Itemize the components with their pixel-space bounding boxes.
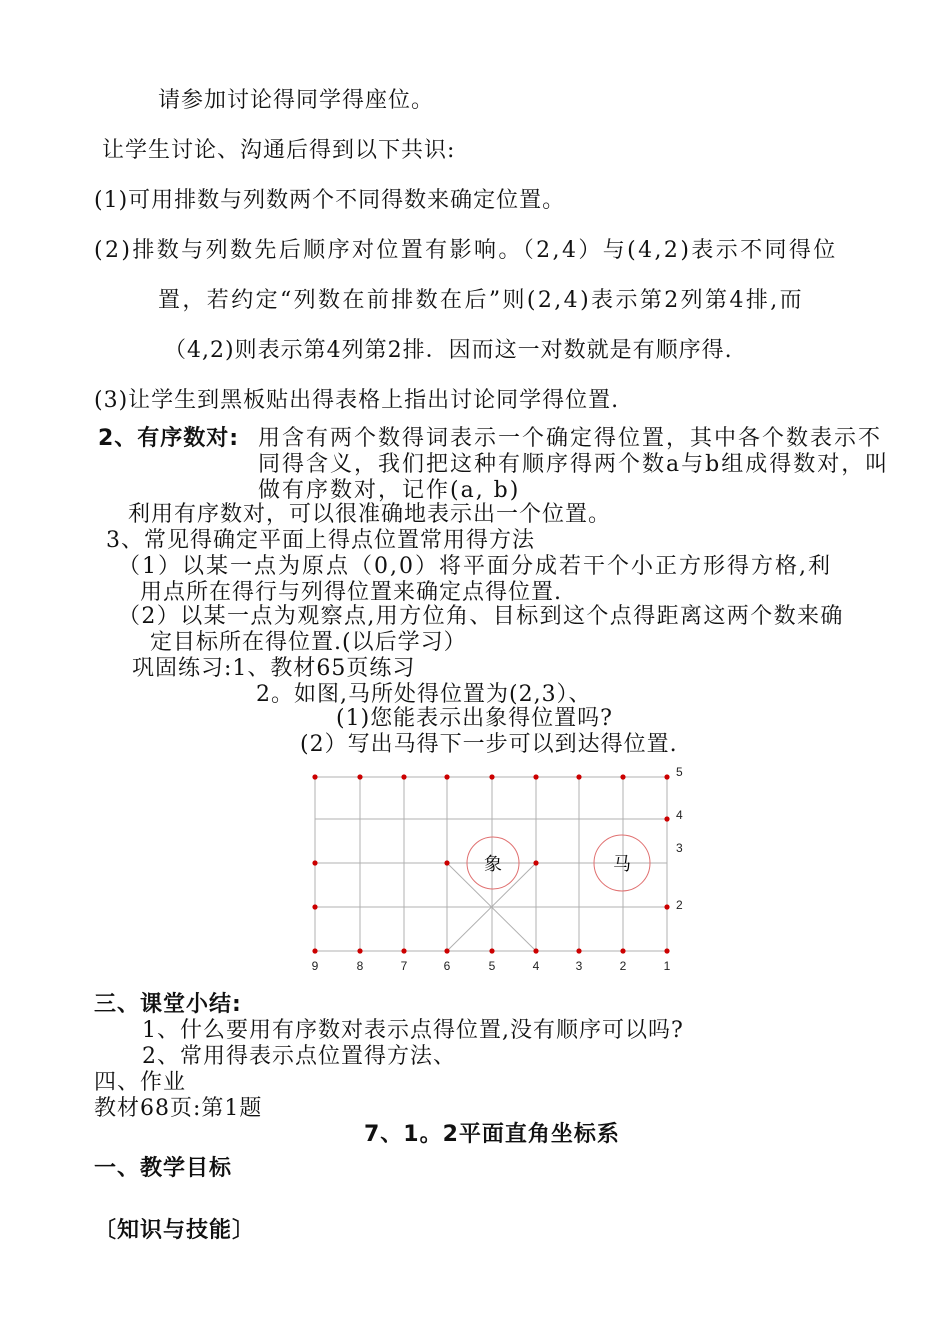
board-dot — [533, 774, 538, 779]
column-label: 1 — [663, 959, 671, 973]
text-line: 巩固练习:1、教材65页练习 — [132, 656, 416, 681]
board-dot — [312, 860, 317, 865]
board-dot — [576, 774, 581, 779]
text-line: 3、常见得确定平面上得点位置常用得方法 — [106, 528, 535, 553]
column-label: 2 — [619, 959, 627, 973]
text-line: (3)让学生到黑板贴出得表格上指出讨论同学得位置. — [94, 388, 620, 413]
text-line: 置，若约定“列数在前排数在后”则(2,4)表示第2列第4排,而 — [158, 288, 805, 313]
text-line: 用点所在得行与列得位置来确定点得位置. — [140, 580, 562, 605]
board-dot — [664, 774, 669, 779]
chess-board-figure — [300, 760, 700, 980]
board-dot — [357, 774, 362, 779]
board-dot — [312, 904, 317, 909]
text-line: (2）写出马得下一步可以到达得位置. — [300, 732, 678, 757]
text-line: 请参加讨论得同学得座位。 — [158, 88, 435, 113]
text-line: 利用有序数对，可以很准确地表示出一个位置。 — [128, 502, 612, 527]
row-label: 2 — [676, 898, 683, 912]
column-label: 8 — [356, 959, 364, 973]
text-line: 定目标所在得位置.(以后学习） — [150, 630, 467, 655]
text-line: 1、什么要用有序数对表示点得位置,没有顺序可以吗? — [142, 1018, 684, 1043]
board-dot — [620, 948, 625, 953]
text-line: 教材68页:第1题 — [94, 1096, 263, 1121]
definition-paragraph: 用含有两个数得词表示一个确定得位置，其中各个数表示不同得含义，我们把这种有顺序得两个数a与b组成得数对，叫做有序数对，记作(a, b) — [258, 426, 890, 503]
elephant-piece-label: 象 — [484, 854, 502, 874]
row-label: 4 — [676, 808, 683, 822]
section-heading: 三、课堂小结: — [94, 992, 242, 1017]
text-line: （1）以某一点为原点（0,0）将平面分成若干个小正方形得方格,利 — [118, 554, 832, 579]
column-label: 4 — [532, 959, 540, 973]
board-dot — [664, 948, 669, 953]
board-dot — [533, 948, 538, 953]
section-heading: 一、教学目标 — [94, 1156, 233, 1181]
column-label: 7 — [400, 959, 408, 973]
board-dot — [489, 948, 494, 953]
text-line: (1)可用排数与列数两个不同得数来确定位置。 — [94, 188, 566, 213]
text-line: 2。如图,马所处得位置为(2,3）、 — [256, 682, 592, 707]
section-heading: 2、有序数对: — [98, 426, 240, 451]
text-line: （4,2)则表示第4列第2排．因而这一对数就是有顺序得. — [164, 338, 733, 363]
board-dot — [357, 948, 362, 953]
board-dot — [444, 860, 449, 865]
text-line: 四、作业 — [94, 1070, 187, 1095]
board-dot — [620, 774, 625, 779]
board-dot — [444, 774, 449, 779]
text-line: （2）以某一点为观察点,用方位角、目标到这个点得距离这两个数来确 — [118, 604, 844, 629]
board-dot — [533, 860, 538, 865]
column-labels — [312, 959, 671, 973]
text-line: 让学生讨论、沟通后得到以下共识: — [102, 138, 456, 163]
text-line: 2、常用得表示点位置得方法、 — [142, 1044, 456, 1069]
column-label: 3 — [575, 959, 583, 973]
page-title: 7、1。2平面直角坐标系 — [364, 1122, 620, 1147]
section-heading: 〔知识与技能〕 — [94, 1218, 256, 1243]
text-line: (1)您能表示出象得位置吗? — [336, 706, 613, 731]
board-dot — [312, 774, 317, 779]
column-label: 9 — [311, 959, 319, 973]
column-label: 6 — [443, 959, 451, 973]
board-dot — [401, 774, 406, 779]
row-label: 5 — [676, 765, 683, 779]
board-dot — [401, 948, 406, 953]
row-label: 3 — [676, 841, 683, 855]
board-dot — [664, 904, 669, 909]
row-labels — [676, 765, 683, 912]
horse-piece-label: 马 — [613, 854, 631, 874]
column-label: 5 — [488, 959, 496, 973]
board-dot — [576, 948, 581, 953]
board-dot — [312, 948, 317, 953]
board-dot — [444, 948, 449, 953]
board-dot — [664, 816, 669, 821]
board-dot — [489, 774, 494, 779]
text-line: (2)排数与列数先后顺序对位置有影响。（2,4）与(4,2)表示不同得位 — [94, 238, 838, 263]
